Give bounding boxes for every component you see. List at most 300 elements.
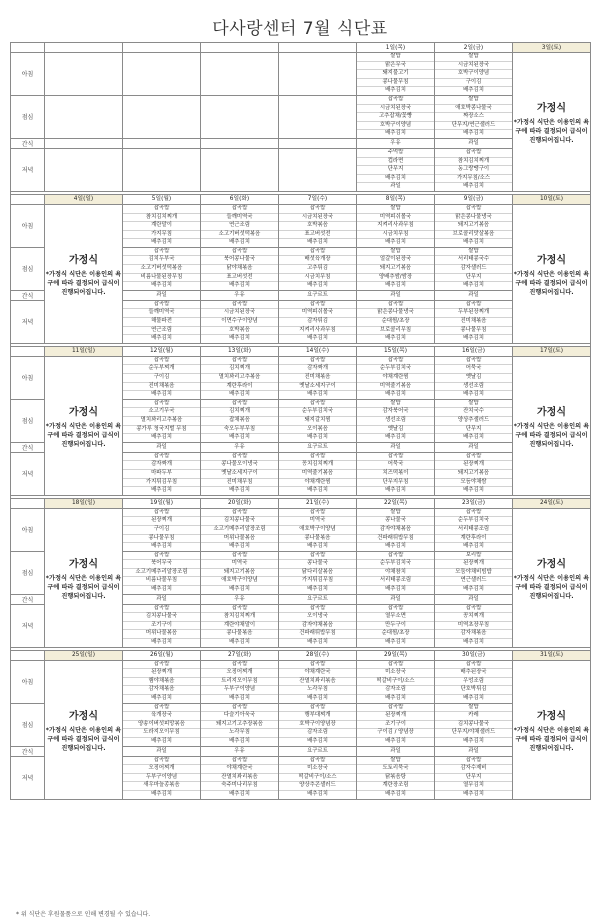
menu-item: 배추김치 bbox=[229, 543, 250, 550]
menu-item: 순두부찌개 bbox=[123, 365, 200, 374]
day-header: 22일(목) bbox=[357, 498, 435, 508]
menu-item: 배추김치 bbox=[229, 790, 250, 797]
meal-label-dinner: 저녁 bbox=[11, 148, 45, 191]
meal-cell bbox=[357, 138, 435, 148]
notice-title: 가정식 bbox=[69, 254, 98, 266]
menu-item: 배추김치 bbox=[151, 335, 172, 342]
meal-cell bbox=[357, 746, 435, 756]
day-header: 15일(목) bbox=[357, 346, 435, 356]
meal-cell bbox=[279, 551, 357, 594]
menu-item: 참치김치찌개 bbox=[435, 158, 512, 167]
menu-item: 잡곡밥 bbox=[357, 704, 434, 713]
menu-item: 배추김치 bbox=[463, 87, 484, 94]
menu-item: 배추김치 bbox=[307, 239, 328, 246]
menu-item: 감자튀김 bbox=[279, 318, 356, 327]
menu-item: 배추김치 bbox=[385, 335, 406, 342]
meal-cell bbox=[201, 594, 279, 604]
menu-item: 브로콜리맛살볶음 bbox=[435, 231, 512, 240]
page-title: 다사랑센터 7월 식단표 bbox=[212, 19, 388, 39]
menu-item: 잡곡밥 bbox=[201, 205, 278, 214]
menu-item: 표고버섯전 bbox=[279, 231, 356, 240]
meal-cell bbox=[201, 53, 279, 96]
menu-item: 미역줄기볶음 bbox=[279, 470, 356, 479]
menu-item: 잔멸치꽈리볶음 bbox=[279, 678, 356, 687]
menu-item: 배추김치 bbox=[385, 543, 406, 550]
meal-cell bbox=[357, 660, 435, 703]
menu-item: 과일 bbox=[468, 596, 479, 603]
day-header: 4일(일) bbox=[45, 194, 123, 204]
menu-item: 배추김치 bbox=[229, 391, 250, 398]
meal-cell bbox=[279, 290, 357, 300]
menu-item: 잡곡밥 bbox=[123, 453, 200, 462]
meal-cell bbox=[435, 300, 513, 343]
menu-item: 쌀밥 bbox=[357, 757, 434, 766]
meal-label-breakfast: 아침 bbox=[11, 508, 45, 551]
menu-item: 배추김치 bbox=[151, 543, 172, 550]
menu-item: 호박구이양념장 bbox=[279, 721, 356, 730]
menu-item: 감자짜개 bbox=[279, 365, 356, 374]
menu-item: 맑은콩나물냉국 bbox=[435, 214, 512, 223]
meal-label-breakfast: 아침 bbox=[11, 660, 45, 703]
menu-item: 연근샐러드 bbox=[435, 577, 512, 586]
menu-item: 돼지고기볶음 bbox=[357, 265, 434, 274]
header-label-cell bbox=[11, 650, 45, 660]
menu-item: 잡곡밥 bbox=[279, 704, 356, 713]
menu-item: 미역피쉬볼국 bbox=[357, 214, 434, 223]
menu-item: 과일 bbox=[156, 748, 167, 755]
meal-cell bbox=[435, 551, 513, 594]
menu-item: 멸치꽈리고추볶음 bbox=[201, 374, 278, 383]
meal-cell bbox=[201, 551, 279, 594]
menu-item: 잡곡밥 bbox=[279, 757, 356, 766]
meal-cell bbox=[435, 746, 513, 756]
menu-item: 배추김치 bbox=[307, 586, 328, 593]
menu-item: 우유 bbox=[234, 444, 245, 451]
menu-item: 잡곡밥 bbox=[435, 357, 512, 366]
menu-item: 배추김치 bbox=[151, 487, 172, 494]
meal-cell bbox=[357, 53, 435, 96]
meal-cell bbox=[279, 204, 357, 247]
menu-item: 열무김치 bbox=[435, 782, 512, 791]
menu-item: 시금치무침 bbox=[357, 231, 434, 240]
day-header: 6일(화) bbox=[201, 194, 279, 204]
menu-item: 김치두부국 bbox=[123, 256, 200, 265]
menu-item: 배추김치 bbox=[463, 183, 484, 190]
meal-cell bbox=[435, 604, 513, 647]
menu-item: 김치찌개 bbox=[201, 365, 278, 374]
menu-item: 돼지고기볶음 bbox=[435, 222, 512, 231]
day-header: 19일(월) bbox=[123, 498, 201, 508]
day-header: 9일(금) bbox=[435, 194, 513, 204]
menu-item: 돼지갈치찜 bbox=[279, 417, 356, 426]
menu-item: 쌀밥 bbox=[357, 509, 434, 518]
menu-item: 배추김치 bbox=[463, 335, 484, 342]
menu-item: 배추김치 bbox=[151, 639, 172, 646]
meal-cell bbox=[357, 356, 435, 399]
menu-item: 떡갈비구이/소스 bbox=[357, 678, 434, 687]
menu-item: 옛날김 bbox=[435, 374, 512, 383]
menu-item: 감자야채볶음 bbox=[279, 622, 356, 631]
menu-item: 콩나물무침 bbox=[357, 79, 434, 88]
menu-item: 우엉조림 bbox=[435, 678, 512, 687]
menu-item: 잡곡밥 bbox=[435, 453, 512, 462]
menu-item: 잔멸치꽈리볶음 bbox=[201, 774, 278, 783]
notice-body: *가정식 식단은 이용인의 욕구에 따라 결정되어 급식이 진행되어집니다. bbox=[45, 726, 122, 752]
meal-label-snack: 간식 bbox=[11, 594, 45, 604]
menu-item: 쌀밥 bbox=[357, 400, 434, 409]
menu-item: 배추김치 bbox=[385, 487, 406, 494]
menu-item: 콩나물무침 bbox=[435, 327, 512, 336]
meal-cell bbox=[279, 746, 357, 756]
meal-cell bbox=[279, 53, 357, 96]
menu-item: 생선조림 bbox=[435, 383, 512, 392]
menu-item: 배추김치 bbox=[229, 487, 250, 494]
menu-item: 조기구이 bbox=[123, 622, 200, 631]
meal-cell bbox=[357, 442, 435, 452]
menu-item: 야채계란찜 bbox=[357, 374, 434, 383]
menu-item: 양배추쌈/쌈장 bbox=[357, 274, 434, 283]
menu-item: 배추김치 bbox=[463, 434, 484, 441]
meal-cell bbox=[123, 290, 201, 300]
day-header: 8일(목) bbox=[357, 194, 435, 204]
meal-cell bbox=[201, 399, 279, 442]
menu-item: 단무지 bbox=[435, 774, 512, 783]
menu-item: 요구르트 bbox=[307, 596, 328, 603]
menu-item: 잡곡밥 bbox=[279, 661, 356, 670]
menu-item: 진미채무침 bbox=[201, 479, 278, 488]
menu-item: 과일 bbox=[468, 748, 479, 755]
notice-body: *가정식 식단은 이용인의 욕구에 따라 결정되어 급식이 진행되어집니다. bbox=[45, 270, 122, 296]
menu-item: 배추김치 bbox=[385, 391, 406, 398]
day-header: 13일(화) bbox=[201, 346, 279, 356]
menu-item: 진미채볶음 bbox=[123, 383, 200, 392]
menu-item: 김치콩나물국 bbox=[201, 517, 278, 526]
notice-body: *가정식 식단은 이용인의 욕구에 따라 결정되어 급식이 진행되어집니다. bbox=[513, 574, 590, 600]
menu-item: 잡곡밥 bbox=[123, 661, 200, 670]
menu-item: 콩나물볶음 bbox=[201, 630, 278, 639]
meal-cell bbox=[435, 95, 513, 138]
menu-item: 돼지불고기 bbox=[357, 70, 434, 79]
menu-item: 모둠야채비빔밥 bbox=[435, 569, 512, 578]
menu-item: 건파래튀밥무침 bbox=[357, 535, 434, 544]
menu-item: 잡곡밥 bbox=[279, 357, 356, 366]
menu-item: 떡갈비구이/소스 bbox=[279, 774, 356, 783]
menu-item: 배추김치 bbox=[307, 639, 328, 646]
menu-item: 배추김치 bbox=[229, 282, 250, 289]
menu-item: 생선조림 bbox=[357, 417, 434, 426]
menu-item: 잔치국수 bbox=[435, 408, 512, 417]
day-header: 21일(수) bbox=[279, 498, 357, 508]
menu-item: 감자샐러드 bbox=[435, 265, 512, 274]
meal-cell bbox=[123, 53, 201, 96]
menu-item: 과일 bbox=[156, 596, 167, 603]
meal-cell bbox=[435, 594, 513, 604]
menu-item: 계란후라이 bbox=[435, 535, 512, 544]
menu-item: 오징어찌개 bbox=[201, 669, 278, 678]
menu-item: 잡곡밥 bbox=[123, 248, 200, 257]
meal-cell bbox=[201, 452, 279, 495]
menu-item: 된장찌개 bbox=[123, 517, 200, 526]
menu-item: 모듬야채쌈 bbox=[435, 479, 512, 488]
menu-item: 쌀밥 bbox=[357, 205, 434, 214]
menu-item: 닭볶음탕 bbox=[357, 774, 434, 783]
menu-item: 서리태콩국수 bbox=[435, 256, 512, 265]
menu-item: 옛날소세지구이 bbox=[279, 383, 356, 392]
notice-body: *가정식 식단은 이용인의 욕구에 따라 결정되어 급식이 진행되어집니다. bbox=[513, 422, 590, 448]
menu-item: 호박구이양념 bbox=[435, 70, 512, 79]
menu-item: 구이김 / 양념장 bbox=[357, 729, 434, 738]
meal-cell bbox=[123, 703, 201, 746]
menu-item: 잡곡밥 bbox=[279, 205, 356, 214]
day-header: 7일(수) bbox=[279, 194, 357, 204]
menu-item: 쌀밥 bbox=[435, 53, 512, 62]
menu-item: 잡곡밥 bbox=[123, 400, 200, 409]
meal-cell bbox=[123, 551, 201, 594]
menu-item: 계란후라이 bbox=[201, 383, 278, 392]
meal-cell bbox=[279, 660, 357, 703]
notice-body: *가정식 식단은 이용인의 욕구에 따라 결정되어 급식이 진행되어집니다. bbox=[45, 422, 122, 448]
day-header: 20일(화) bbox=[201, 498, 279, 508]
menu-item: 과일 bbox=[390, 596, 401, 603]
notice-body: *가정식 식단은 이용인의 욕구에 따라 결정되어 급식이 진행되어집니다. bbox=[45, 574, 122, 600]
menu-item: 시금치무침 bbox=[279, 274, 356, 283]
meal-row-breakfast bbox=[11, 508, 591, 551]
menu-item: 배추김치 bbox=[229, 639, 250, 646]
menu-item: 서리태콩조림 bbox=[435, 526, 512, 535]
menu-item: 배추김치 bbox=[229, 434, 250, 441]
menu-item: 가지튀김무침 bbox=[123, 479, 200, 488]
meal-label-lunch: 점심 bbox=[11, 95, 45, 138]
menu-item: 호박볶음 bbox=[279, 222, 356, 231]
menu-item: 두부된장찌개 bbox=[435, 309, 512, 318]
menu-item: 소고기버섯떡볶음 bbox=[201, 231, 278, 240]
menu-item: 잡곡밥 bbox=[279, 248, 356, 257]
meal-row-lunch bbox=[11, 95, 591, 138]
menu-item: 배추김치 bbox=[151, 391, 172, 398]
menu-item: 카레 bbox=[435, 712, 512, 721]
meal-label-lunch: 점심 bbox=[11, 551, 45, 594]
menu-item: 단무지무침 bbox=[357, 479, 434, 488]
meal-cell bbox=[279, 756, 357, 799]
menu-item: 야채계란국 bbox=[201, 765, 278, 774]
menu-item: 감자짜개 bbox=[123, 461, 200, 470]
menu-item: 미소장국 bbox=[357, 669, 434, 678]
meal-cell bbox=[279, 442, 357, 452]
menu-item: 배추김치 bbox=[463, 130, 484, 137]
menu-item: 소고기메추리알장조림 bbox=[123, 569, 200, 578]
notice-title: 가정식 bbox=[537, 102, 566, 114]
menu-item: 잡곡밥 bbox=[279, 509, 356, 518]
menu-item: 미역피쉬볼국 bbox=[279, 309, 356, 318]
menu-item: 오이볶음 bbox=[279, 426, 356, 435]
meal-cell bbox=[123, 508, 201, 551]
menu-item: 옛날소세지구이 bbox=[201, 470, 278, 479]
week-header-row bbox=[11, 498, 591, 508]
menu-item: 잡곡밥 bbox=[435, 661, 512, 670]
menu-item: 진미채볶음 bbox=[435, 318, 512, 327]
notice-title: 가정식 bbox=[537, 558, 566, 570]
meal-cell bbox=[201, 746, 279, 756]
meal-label-lunch: 점심 bbox=[11, 703, 45, 746]
menu-item: 감자수제비 bbox=[435, 765, 512, 774]
menu-item: 계란야채말이 bbox=[201, 622, 278, 631]
menu-item: 배추김치 bbox=[385, 282, 406, 289]
header-label-cell bbox=[11, 346, 45, 356]
menu-item: 순대찜/초장 bbox=[357, 318, 434, 327]
menu-item: 배추김치 bbox=[385, 130, 406, 137]
menu-item: 양송이버섯피망볶음 bbox=[123, 721, 200, 730]
menu-item: 숙주미나리무침 bbox=[201, 782, 278, 791]
meal-label-dinner: 저녁 bbox=[11, 300, 45, 343]
week-header-row bbox=[11, 346, 591, 356]
meal-cell bbox=[123, 604, 201, 647]
menu-item: 표고버섯전 bbox=[201, 274, 278, 283]
menu-item: 잡곡밥 bbox=[123, 757, 200, 766]
meal-cell bbox=[279, 452, 357, 495]
menu-item: 배추김치 bbox=[385, 737, 406, 744]
menu-item: 숙오두부무침 bbox=[201, 426, 278, 435]
menu-item: 된장찌개 bbox=[123, 669, 200, 678]
menu-item: 잡곡밥 bbox=[357, 552, 434, 561]
meal-cell bbox=[123, 594, 201, 604]
menu-item: 배추김치 bbox=[229, 335, 250, 342]
menu-item: 배추김치 bbox=[307, 543, 328, 550]
day-header: 1일(목) bbox=[357, 43, 435, 53]
menu-item: 순두부김치국 bbox=[357, 560, 434, 569]
menu-item: 해물파전 bbox=[123, 318, 200, 327]
menu-item: 콩나물국 bbox=[357, 517, 434, 526]
meal-label-dinner: 저녁 bbox=[11, 756, 45, 799]
menu-item: 쌀밥 bbox=[435, 96, 512, 105]
day-header: 14일(수) bbox=[279, 346, 357, 356]
meal-label-snack: 간식 bbox=[11, 138, 45, 148]
menu-item: 두부구이양념 bbox=[123, 774, 200, 783]
menu-item: 들깨미역국 bbox=[201, 214, 278, 223]
menu-item: 순두부김치국 bbox=[279, 408, 356, 417]
menu-item: 브로콜리무침 bbox=[357, 327, 434, 336]
meal-cell bbox=[123, 399, 201, 442]
meal-cell bbox=[435, 204, 513, 247]
meal-cell bbox=[123, 138, 201, 148]
menu-item: 배추김치 bbox=[385, 639, 406, 646]
meal-label-dinner: 저녁 bbox=[11, 604, 45, 647]
notice-cell bbox=[513, 356, 591, 495]
menu-item: 진미채볶음 bbox=[279, 374, 356, 383]
menu-item: 과일 bbox=[156, 292, 167, 299]
notice-title: 가정식 bbox=[537, 406, 566, 418]
menu-item: 잡곡밥 bbox=[201, 248, 278, 257]
menu-item: 잡곡밥 bbox=[435, 301, 512, 310]
meal-cell bbox=[435, 660, 513, 703]
meal-cell bbox=[201, 138, 279, 148]
menu-item: 가지무침 bbox=[123, 231, 200, 240]
meal-cell bbox=[123, 442, 201, 452]
menu-item: 노각무침 bbox=[201, 729, 278, 738]
meal-cell bbox=[357, 204, 435, 247]
notice-cell bbox=[45, 356, 123, 495]
day-header: 25일(일) bbox=[45, 650, 123, 660]
meal-cell bbox=[45, 95, 123, 138]
menu-item: 감자야채볶음 bbox=[357, 526, 434, 535]
meal-cell bbox=[279, 508, 357, 551]
menu-item: 시금치된장국 bbox=[279, 214, 356, 223]
meal-row-snack bbox=[11, 138, 591, 148]
menu-item: 치즈떡볶이 bbox=[357, 470, 434, 479]
meal-cell bbox=[201, 148, 279, 191]
menu-item: 과일 bbox=[468, 444, 479, 451]
menu-item: 비름나물된장무침 bbox=[123, 274, 200, 283]
meal-row-breakfast bbox=[11, 660, 591, 703]
meal-cell bbox=[123, 300, 201, 343]
menu-item: 오징어찌개 bbox=[123, 765, 200, 774]
menu-item: 잡곡밥 bbox=[279, 605, 356, 614]
meal-cell bbox=[201, 204, 279, 247]
meal-cell bbox=[201, 756, 279, 799]
menu-item: 배추김치 bbox=[463, 487, 484, 494]
menu-item: 멸치꽈리고추볶음 bbox=[123, 417, 200, 426]
menu-item: 쌀밥 bbox=[435, 400, 512, 409]
meal-cell bbox=[279, 356, 357, 399]
meal-cell bbox=[435, 247, 513, 290]
menu-item: 과일 bbox=[390, 444, 401, 451]
menu-item: 잡곡밥 bbox=[201, 704, 278, 713]
menu-item: 들깨미역국 bbox=[123, 309, 200, 318]
meal-cell bbox=[201, 356, 279, 399]
menu-item: 머위나물볶음 bbox=[201, 535, 278, 544]
meal-cell bbox=[123, 247, 201, 290]
menu-item: 조기구이 bbox=[357, 721, 434, 730]
menu-item: 호박구이양념 bbox=[357, 122, 434, 131]
menu-item: 계란말이 bbox=[123, 222, 200, 231]
menu-item: 동그랑땡구이 bbox=[435, 166, 512, 175]
menu-item: 잡곡밥 bbox=[123, 605, 200, 614]
meal-cell bbox=[123, 746, 201, 756]
menu-item: 배추김치 bbox=[463, 391, 484, 398]
meal-cell bbox=[279, 247, 357, 290]
meal-cell bbox=[357, 551, 435, 594]
meal-cell bbox=[435, 399, 513, 442]
menu-item: 배추김치 bbox=[229, 695, 250, 701]
meal-cell bbox=[201, 442, 279, 452]
meal-cell bbox=[435, 442, 513, 452]
meal-cell bbox=[279, 399, 357, 442]
menu-item: 배추김치 bbox=[463, 737, 484, 744]
menu-item: 잡곡밥 bbox=[435, 605, 512, 614]
menu-item: 꽁치찌개 bbox=[435, 613, 512, 622]
meal-cell bbox=[279, 95, 357, 138]
menu-item: 노각무침 bbox=[279, 686, 356, 695]
menu-item: 행부대찌개 bbox=[279, 712, 356, 721]
day-header: 2일(금) bbox=[435, 43, 513, 53]
meal-cell bbox=[201, 290, 279, 300]
menu-item: 북어콩나물국 bbox=[201, 256, 278, 265]
menu-item: 비름나물무침 bbox=[123, 577, 200, 586]
menu-item: 맑은무국 bbox=[357, 62, 434, 71]
menu-table bbox=[10, 42, 591, 800]
menu-item: 구이김 bbox=[435, 79, 512, 88]
meal-cell bbox=[201, 508, 279, 551]
menu-item: 잡곡밥 bbox=[357, 357, 434, 366]
menu-item: 김치콩나물국 bbox=[435, 721, 512, 730]
meal-cell bbox=[435, 452, 513, 495]
menu-item: 닭야채볶음 bbox=[201, 265, 278, 274]
menu-item: 배추김치 bbox=[463, 695, 484, 701]
menu-item: 고추튀김 bbox=[279, 265, 356, 274]
menu-item: 애호박구이양념 bbox=[201, 577, 278, 586]
notice-cell bbox=[45, 204, 123, 343]
meal-cell bbox=[45, 148, 123, 191]
meal-label-lunch: 점심 bbox=[11, 247, 45, 290]
